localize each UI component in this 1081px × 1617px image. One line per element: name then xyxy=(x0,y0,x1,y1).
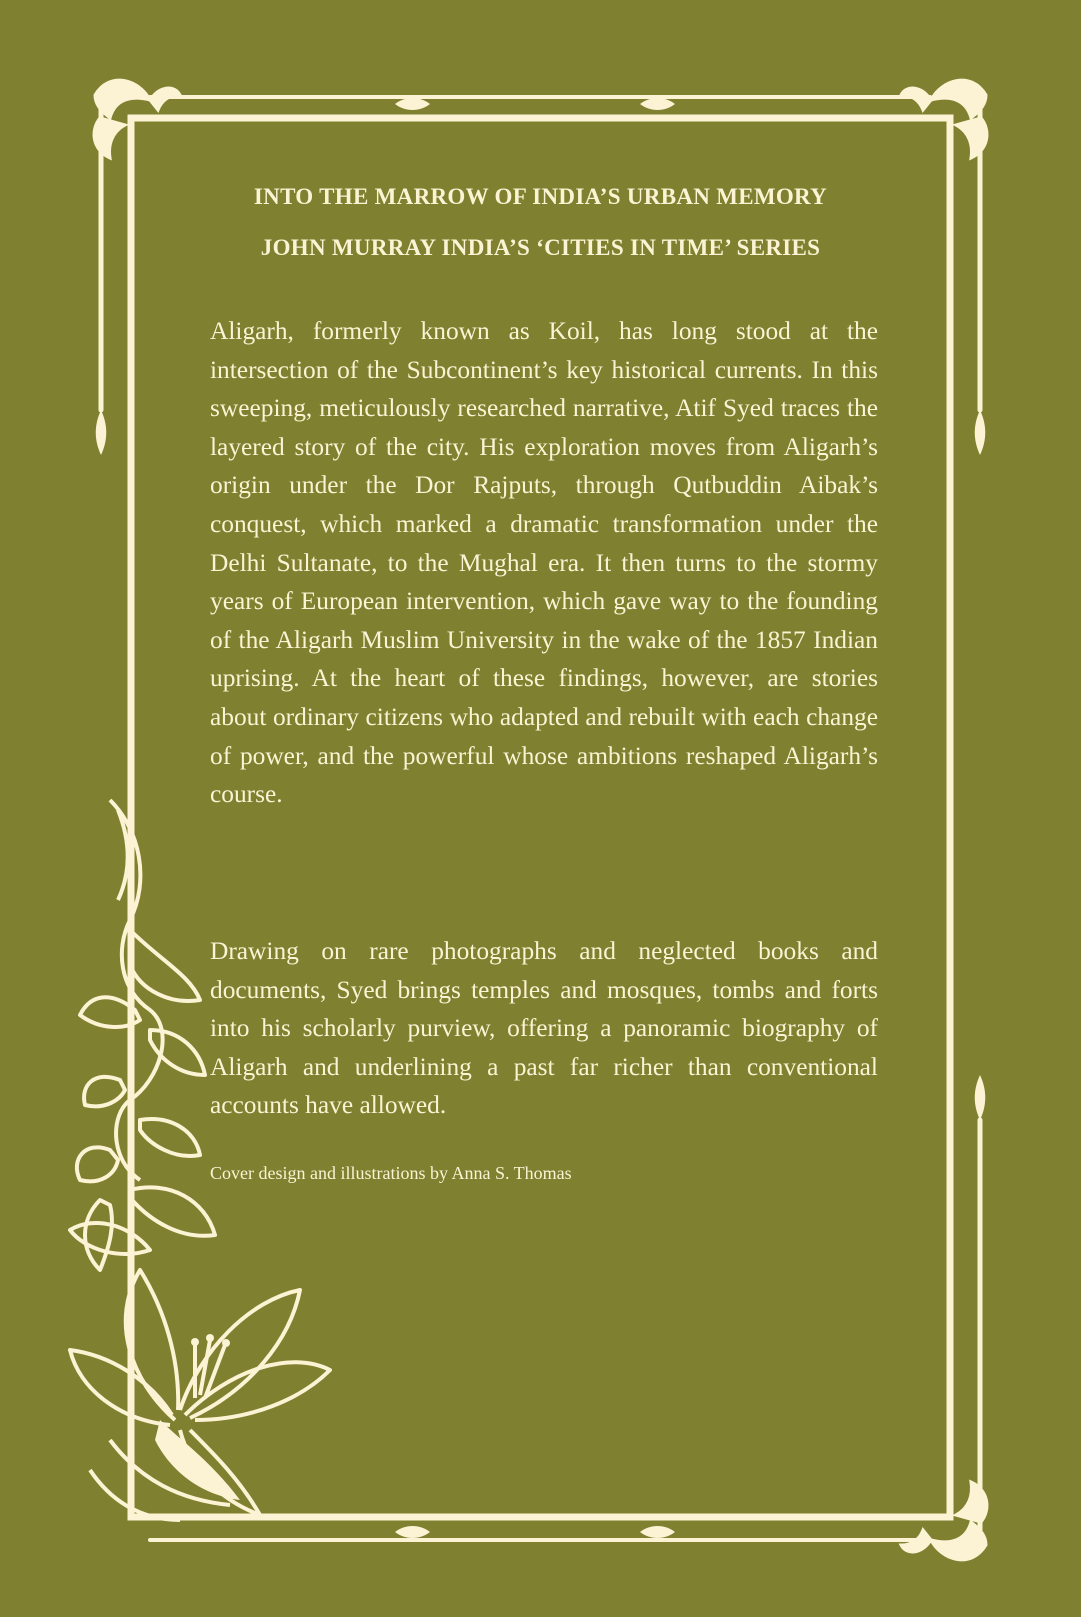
leaf-flourish-icon xyxy=(901,1482,987,1560)
blurb-paragraph-2: Drawing on rare photographs and neglected books and documents, Syed brings temples and mosques, tombs and forts into his scholarly purview, offering a panoramic biography of Aligarh and underlining a past far richer than conventional accounts have allowed. xyxy=(210,937,878,1120)
series-name: JOHN MURRAY INDIA’S ‘CITIES IN TIME’ SERIES xyxy=(260,235,821,260)
blurb-paragraph-1: Aligarh, formerly known as Koil, has long stood at the intersection of the Subcontinent’s key historical currents. In this sweeping, meticulously researched narrative, Atif Syed traces the layered story of the city. His exploration moves from Aligarh’s origin under the Dor Rajputs, through Qutbuddin Aibak’s conquest, which marked a dramatic transformation under the Delhi Sultanate, to the Mughal era. It then turns to the stormy years of European intervention, which gave way to the founding of the Aligarh Muslim University in the wake of the 1857 Indian uprising. At the heart of these findings, however, are stories about ordinary citizens who adapted and rebuilt with each change of power, and the powerful whose ambitions reshaped Aligarh’s course. xyxy=(210,317,878,809)
lily-vine-illustration xyxy=(70,800,330,1520)
series-tagline: INTO THE MARROW OF INDIA’S URBAN MEMORY xyxy=(253,184,828,209)
cover-credit: Cover design and illustrations by Anna S. Thomas xyxy=(210,1163,572,1183)
